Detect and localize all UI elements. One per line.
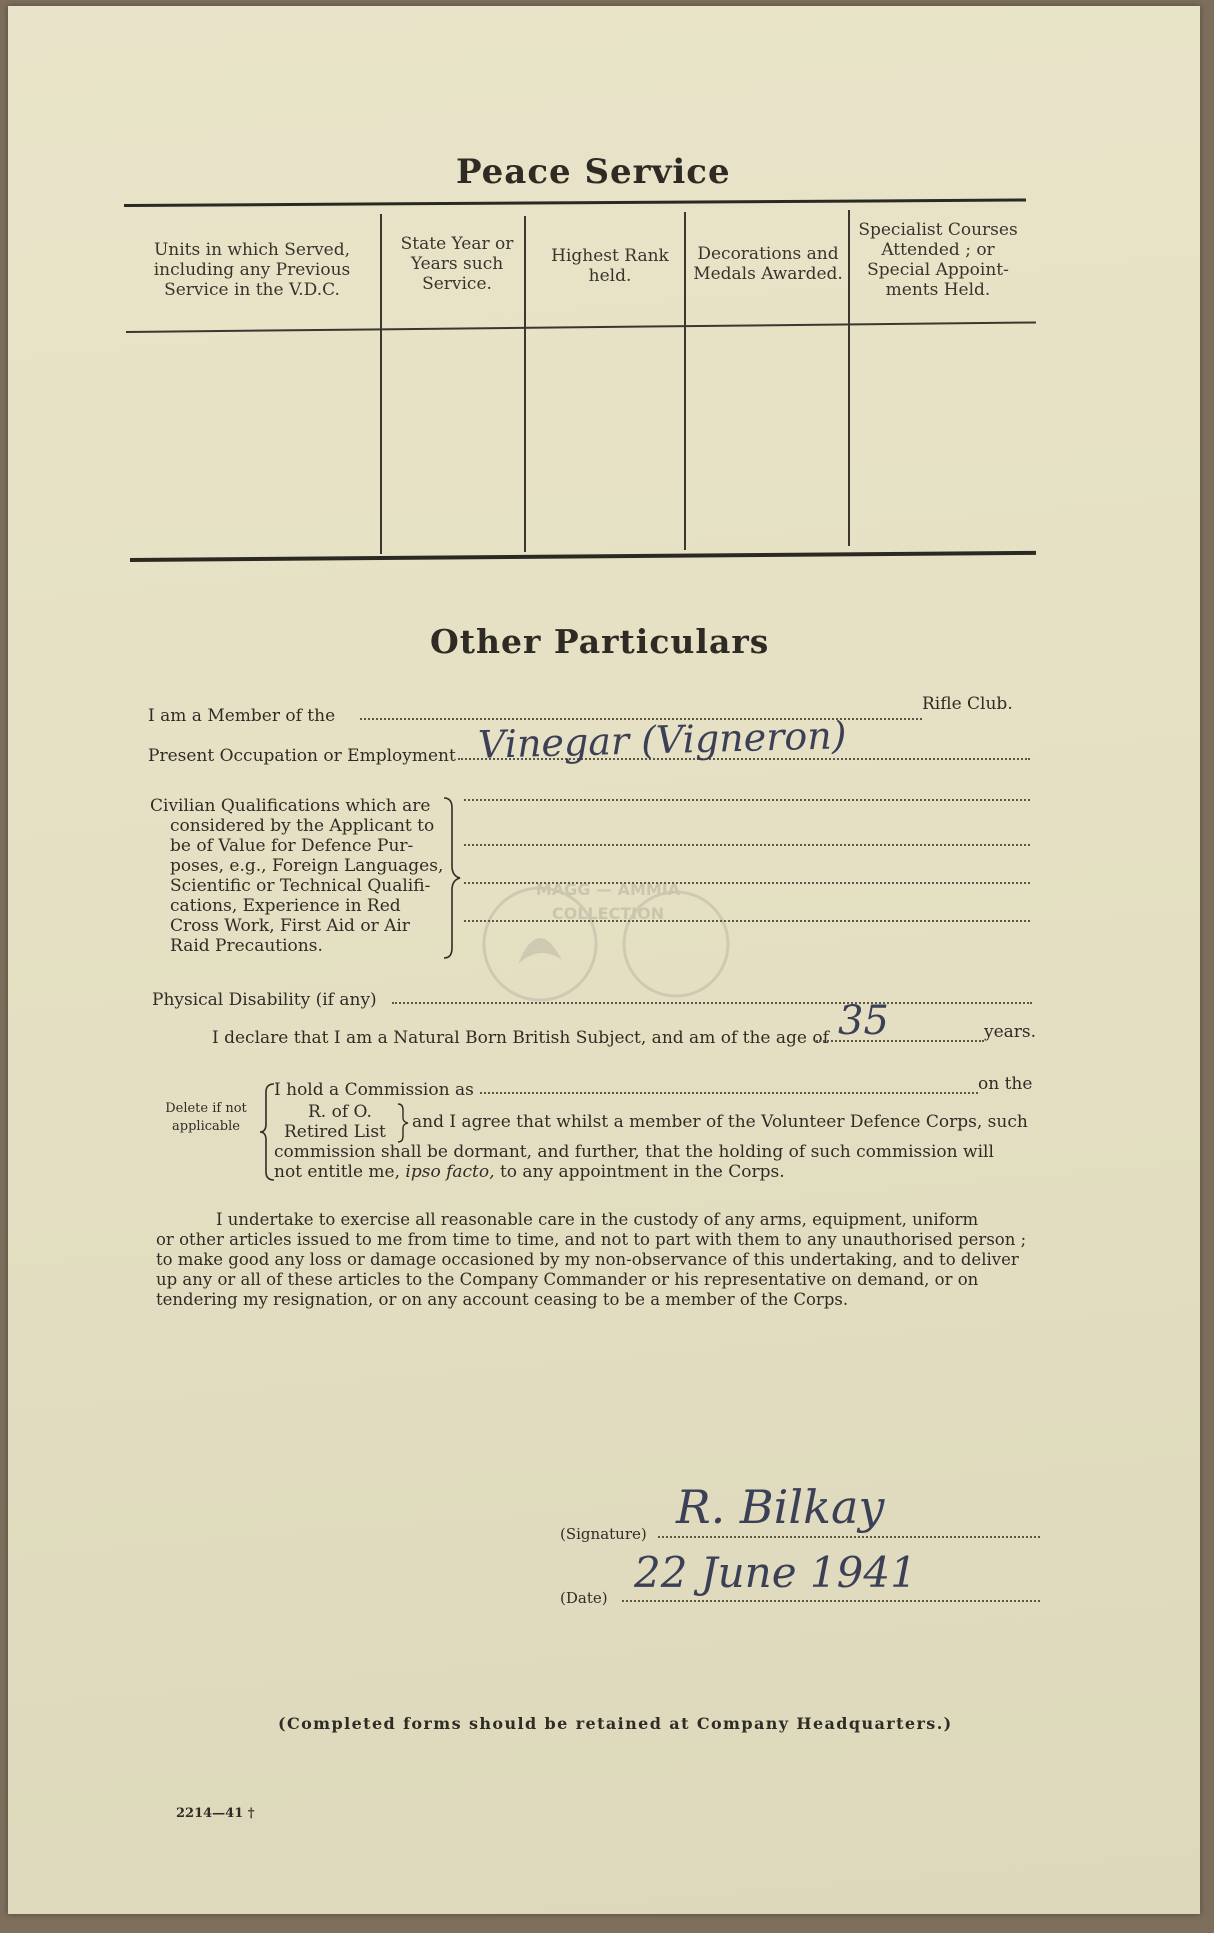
on-the-label: on the: [978, 1074, 1033, 1094]
watermark-line-2: COLLECTION: [551, 904, 665, 923]
civ-line-7: Cross Work, First Aid or Air: [170, 916, 410, 936]
civ-line-2: considered by the Applicant to: [170, 816, 435, 836]
ro-label: R. of O.: [308, 1102, 372, 1122]
column-header-rank: Highest Rank held.: [551, 246, 669, 286]
declaration-label: I declare that I am a Natural Born British Subject, and am of the age of: [212, 1028, 829, 1048]
signature-label: (Signature): [560, 1525, 647, 1543]
undertaking-line-3: to make good any loss or damage occasioned by my non-observance of this undertaking, and to deliver: [156, 1250, 1019, 1269]
years-label: years.: [984, 1022, 1037, 1042]
column-divider-2: [524, 216, 526, 552]
signature-field[interactable]: [658, 1536, 1040, 1538]
age-handwritten: 35: [838, 998, 889, 1044]
column-header-years: State Year or Years such Service.: [400, 234, 514, 294]
civ-line-3: be of Value for Defence Pur-: [170, 836, 414, 856]
ipso-facto-text: ipso facto,: [405, 1162, 495, 1182]
signature-handwritten: R. Bilkay: [676, 1480, 885, 1534]
table-top-rule: [124, 198, 1026, 207]
rifle-club-label: Rifle Club.: [922, 694, 1013, 714]
date-handwritten: 22 June 1941: [634, 1548, 917, 1597]
watermark-line-1: MAGG — AMMIA: [535, 880, 681, 899]
commission-line-4c: to any appointment in the Corps.: [499, 1162, 785, 1182]
civilian-field-2[interactable]: [464, 844, 1030, 846]
delete-if-not-label: [152, 1100, 260, 1136]
table-header-rule: [126, 321, 1036, 333]
civ-line-5: Scientific or Technical Qualifi-: [170, 876, 431, 896]
commission-line-2: and I agree that whilst a member of the Volunteer Defence Corps, such: [412, 1112, 1028, 1132]
disability-field[interactable]: [392, 1002, 1032, 1004]
column-header-units: Units in which Served, including any Previous Service in the V.D.C.: [153, 240, 351, 300]
occupation-handwritten: Vinegar (Vigneron): [477, 713, 848, 767]
undertaking-paragraph: [156, 1210, 1044, 1310]
civ-line-1: Civilian Qualifications which are: [150, 796, 431, 816]
commission-line-3: commission shall be dormant, and further, that the holding of such commission will: [274, 1142, 994, 1162]
commission-line-4: [274, 1162, 785, 1182]
civilian-brace: [440, 796, 464, 960]
collection-watermark: [478, 874, 738, 1004]
date-field[interactable]: [622, 1600, 1040, 1602]
member-label: I am a Member of the: [148, 706, 336, 726]
table-bottom-rule: [130, 551, 1036, 562]
civ-line-8: Raid Precautions.: [170, 936, 323, 956]
civ-line-4: poses, e.g., Foreign Languages,: [170, 856, 444, 876]
undertaking-line-2: or other articles issued to me from time to time, and not to part with them to any unauthorised person ;: [156, 1230, 1027, 1249]
undertaking-line-1: I undertake to exercise all reasonable care in the custody of any arms, equipment, uniform: [216, 1210, 979, 1229]
date-label: (Date): [560, 1589, 608, 1607]
delete-line-2: applicable: [172, 1119, 240, 1134]
commission-line-4a: not entitle me,: [274, 1162, 401, 1182]
undertaking-line-5: tendering my resignation, or on any account ceasing to be a member of the Corps.: [156, 1290, 849, 1309]
civilian-qualifications-label: [150, 796, 442, 956]
column-header-specialist: Specialist Courses Attended ; or Special Appoint-ments Held.: [858, 220, 1018, 300]
column-header-decorations: Decorations and Medals Awarded.: [693, 244, 843, 284]
undertaking-line-4: up any or all of these articles to the Company Commander or his representative on demand, or on: [156, 1270, 979, 1289]
column-divider-1: [380, 214, 382, 554]
delete-line-1: Delete if not: [165, 1101, 247, 1116]
commission-field[interactable]: [480, 1092, 978, 1094]
other-particulars-title: Other Particulars: [430, 622, 770, 661]
ro-brace: [396, 1102, 410, 1144]
form-sheet: [8, 6, 1200, 1914]
column-divider-3: [684, 212, 686, 550]
civ-line-6: cations, Experience in Red: [170, 896, 401, 916]
column-divider-4: [848, 210, 850, 546]
occupation-label: Present Occupation or Employment: [148, 746, 456, 766]
commission-line-1: I hold a Commission as: [274, 1080, 474, 1100]
disability-label: Physical Disability (if any): [152, 990, 377, 1010]
peace-service-title: Peace Service: [456, 152, 731, 192]
civilian-field-1[interactable]: [464, 799, 1030, 801]
retired-list-label: Retired List: [284, 1122, 386, 1142]
form-number: 2214—41 †: [176, 1806, 255, 1821]
footer-note: (Completed forms should be retained at Company Headquarters.): [278, 1714, 953, 1733]
